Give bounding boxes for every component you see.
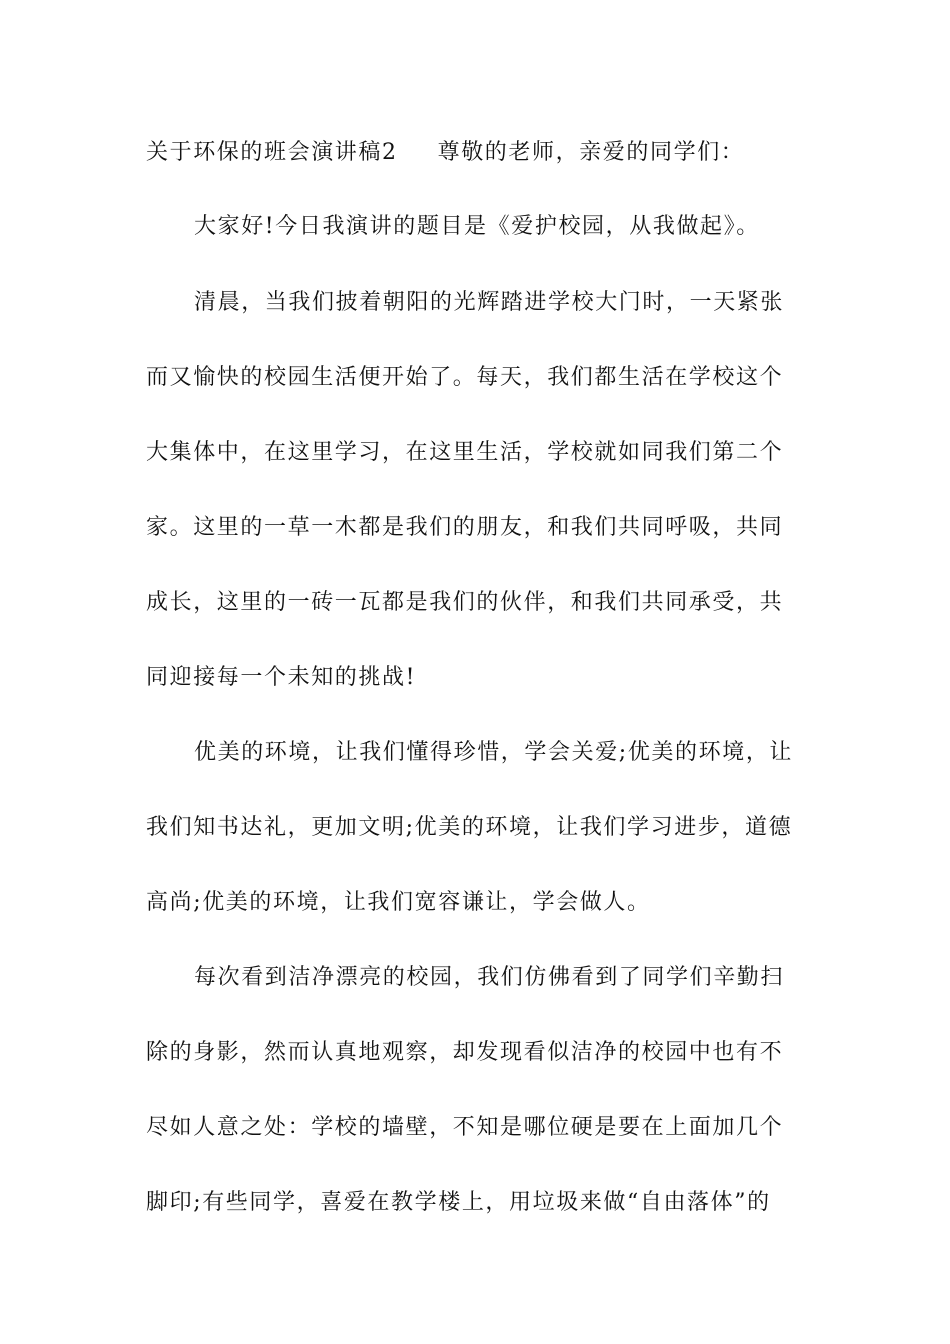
paragraph-line: 而又愉快的校园生活便开始了。每天，我们都生活在学校这个 — [146, 365, 784, 390]
paragraph-line: 脚印;有些同学，喜爱在教学楼上，用垃圾来做“自由落体”的 — [146, 1190, 771, 1215]
paragraph-line: 大集体中，在这里学习，在这里生活，学校就如同我们第二个 — [146, 440, 784, 465]
paragraph-line: 成长，这里的一砖一瓦都是我们的伙伴，和我们共同承受，共 — [146, 590, 784, 615]
salutation: 尊敬的老师，亲爱的同学们： — [437, 140, 745, 165]
paragraph-line: 除的身影，然而认真地观察，却发现看似洁净的校园中也有不 — [146, 1040, 784, 1065]
document-title: 关于环保的班会演讲稿2 — [146, 140, 398, 165]
paragraph-line: 家。这里的一草一木都是我们的朋友，和我们共同呼吸，共同 — [146, 515, 784, 540]
paragraph-line: 高尚;优美的环境，让我们宽容谦让，学会做人。 — [146, 890, 651, 915]
document-heading-line — [146, 138, 806, 168]
paragraph-line: 优美的环境，让我们懂得珍惜，学会关爱;优美的环境，让 — [194, 740, 794, 765]
paragraph-line: 我们知书达礼，更加文明;优美的环境，让我们学习进步，道德 — [146, 815, 793, 840]
paragraph-line: 每次看到洁净漂亮的校园，我们仿佛看到了同学们辛勤扫 — [194, 965, 785, 990]
paragraph-line: 尽如人意之处：学校的墙壁，不知是哪位硬是要在上面加几个 — [146, 1115, 784, 1140]
paragraph-line: 清晨，当我们披着朝阳的光辉踏进学校大门时，一天紧张 — [194, 290, 785, 315]
paragraph-line: 大家好!今日我演讲的题目是《爱护校园，从我做起》。 — [194, 214, 760, 239]
paragraph-line: 同迎接每一个未知的挑战! — [146, 665, 417, 690]
